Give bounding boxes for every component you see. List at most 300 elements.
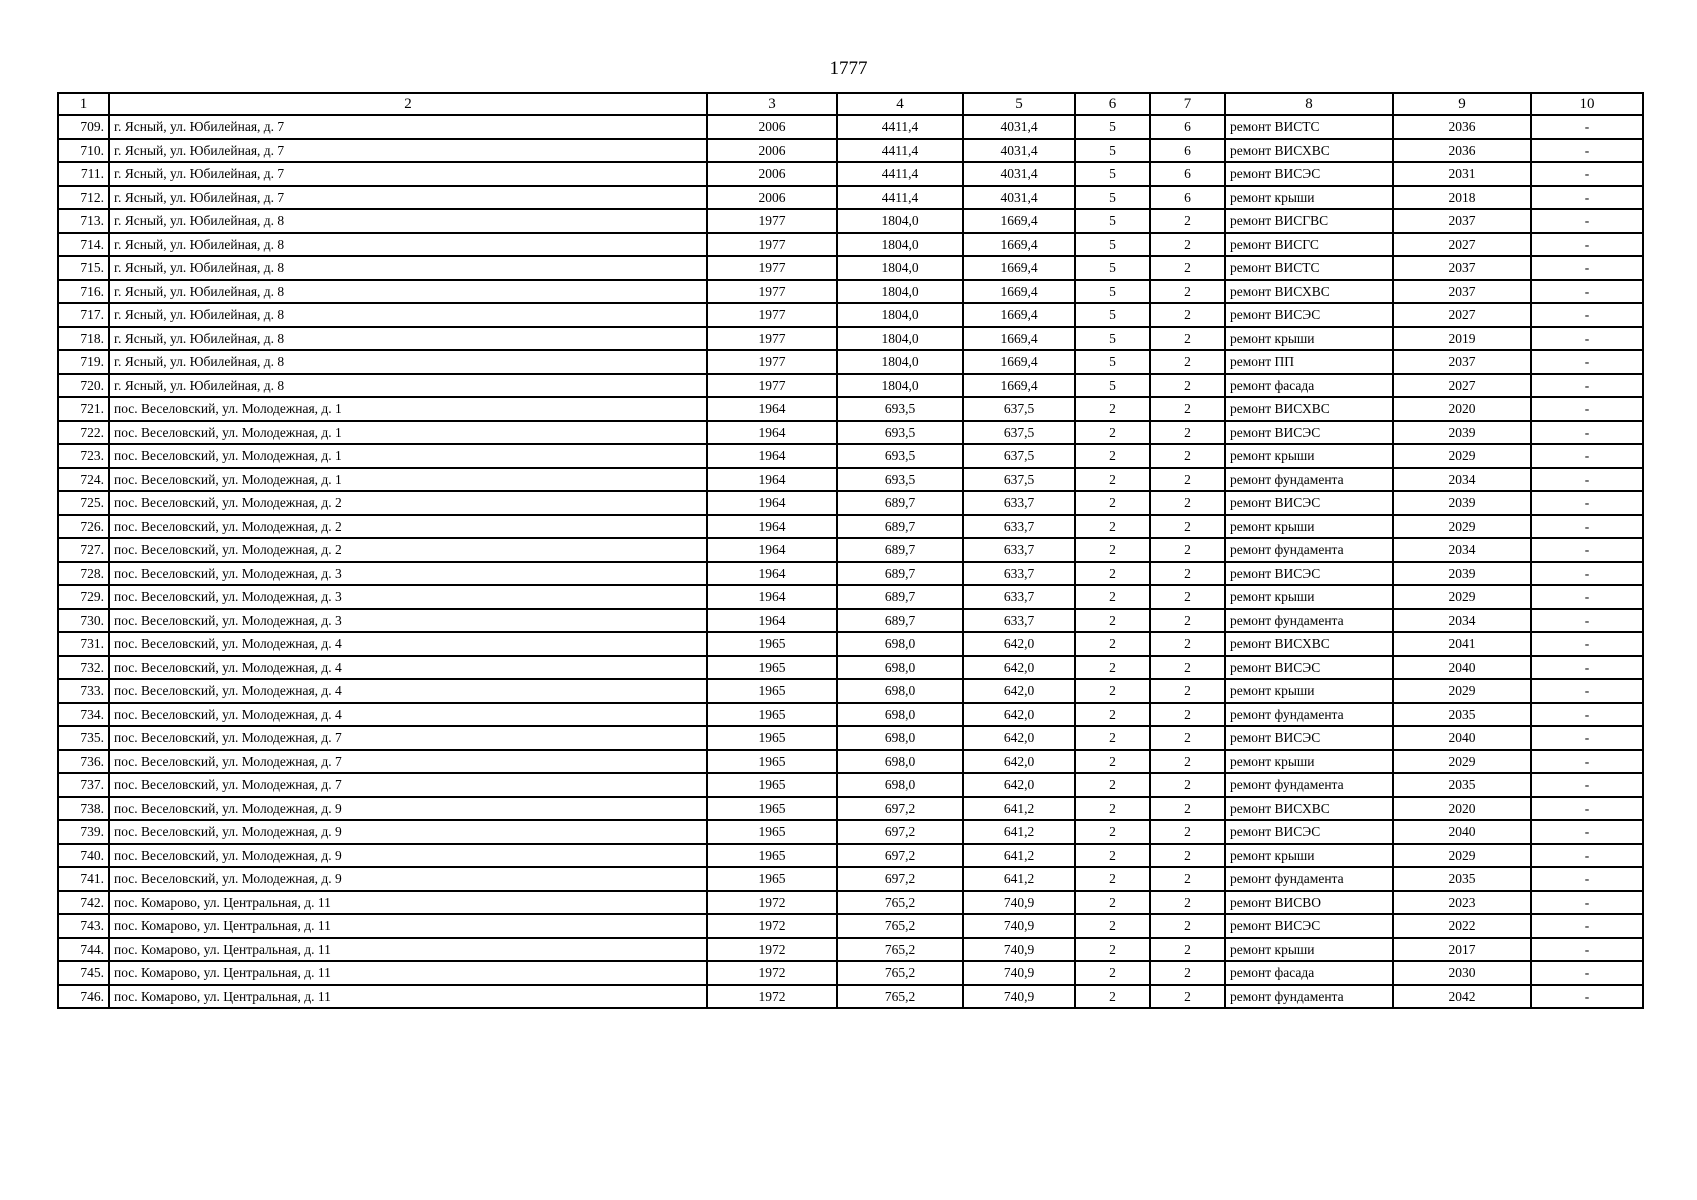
total-area-cell: 689,7 (837, 491, 963, 515)
planned-year-cell: 2029 (1393, 444, 1531, 468)
note-cell: - (1531, 303, 1643, 327)
table-row (58, 703, 1643, 727)
note-cell: - (1531, 938, 1643, 962)
year-built-cell: 2006 (707, 115, 837, 139)
living-area-cell: 633,7 (963, 609, 1075, 633)
year-built-cell: 1965 (707, 844, 837, 868)
entrances-cell: 2 (1150, 632, 1225, 656)
work-type-cell: ремонт фундамента (1225, 773, 1393, 797)
table-row (58, 891, 1643, 915)
address-cell: г. Ясный, ул. Юбилейная, д. 8 (109, 350, 707, 374)
year-built-cell: 1977 (707, 209, 837, 233)
entrances-cell: 2 (1150, 303, 1225, 327)
work-type-cell: ремонт крыши (1225, 327, 1393, 351)
note-cell: - (1531, 491, 1643, 515)
table-row (58, 303, 1643, 327)
register-table (57, 92, 1644, 1009)
planned-year-cell: 2020 (1393, 397, 1531, 421)
total-area-cell: 698,0 (837, 656, 963, 680)
row-number-cell: 722. (58, 421, 109, 445)
note-cell: - (1531, 209, 1643, 233)
floors-cell: 5 (1075, 303, 1150, 327)
entrances-cell: 2 (1150, 374, 1225, 398)
work-type-cell: ремонт ВИСЭС (1225, 820, 1393, 844)
living-area-cell: 633,7 (963, 585, 1075, 609)
note-cell: - (1531, 891, 1643, 915)
address-cell: пос. Веселовский, ул. Молодежная, д. 4 (109, 703, 707, 727)
row-number-cell: 734. (58, 703, 109, 727)
year-built-cell: 1965 (707, 632, 837, 656)
living-area-cell: 740,9 (963, 914, 1075, 938)
row-number-cell: 742. (58, 891, 109, 915)
address-cell: пос. Комарово, ул. Центральная, д. 11 (109, 938, 707, 962)
total-area-cell: 765,2 (837, 914, 963, 938)
note-cell: - (1531, 961, 1643, 985)
living-area-cell: 740,9 (963, 985, 1075, 1009)
note-cell: - (1531, 914, 1643, 938)
column-header: 8 (1225, 93, 1393, 115)
floors-cell: 5 (1075, 374, 1150, 398)
note-cell: - (1531, 162, 1643, 186)
year-built-cell: 1977 (707, 233, 837, 257)
address-cell: г. Ясный, ул. Юбилейная, д. 8 (109, 280, 707, 304)
year-built-cell: 1972 (707, 938, 837, 962)
entrances-cell: 6 (1150, 139, 1225, 163)
floors-cell: 2 (1075, 961, 1150, 985)
floors-cell: 2 (1075, 938, 1150, 962)
planned-year-cell: 2039 (1393, 562, 1531, 586)
floors-cell: 5 (1075, 256, 1150, 280)
table-row (58, 914, 1643, 938)
year-built-cell: 1972 (707, 961, 837, 985)
floors-cell: 2 (1075, 844, 1150, 868)
living-area-cell: 642,0 (963, 773, 1075, 797)
planned-year-cell: 2035 (1393, 703, 1531, 727)
work-type-cell: ремонт фасада (1225, 374, 1393, 398)
entrances-cell: 2 (1150, 233, 1225, 257)
table-row (58, 491, 1643, 515)
work-type-cell: ремонт фундамента (1225, 468, 1393, 492)
table-row (58, 562, 1643, 586)
work-type-cell: ремонт ВИСЭС (1225, 914, 1393, 938)
living-area-cell: 740,9 (963, 961, 1075, 985)
entrances-cell: 2 (1150, 820, 1225, 844)
table-row (58, 750, 1643, 774)
entrances-cell: 2 (1150, 938, 1225, 962)
floors-cell: 2 (1075, 867, 1150, 891)
living-area-cell: 1669,4 (963, 256, 1075, 280)
floors-cell: 5 (1075, 350, 1150, 374)
work-type-cell: ремонт ВИСЭС (1225, 421, 1393, 445)
year-built-cell: 1964 (707, 585, 837, 609)
note-cell: - (1531, 609, 1643, 633)
planned-year-cell: 2040 (1393, 726, 1531, 750)
entrances-cell: 2 (1150, 256, 1225, 280)
column-header: 6 (1075, 93, 1150, 115)
planned-year-cell: 2029 (1393, 585, 1531, 609)
column-header: 5 (963, 93, 1075, 115)
address-cell: пос. Веселовский, ул. Молодежная, д. 2 (109, 491, 707, 515)
work-type-cell: ремонт ВИСЭС (1225, 162, 1393, 186)
note-cell: - (1531, 773, 1643, 797)
living-area-cell: 1669,4 (963, 233, 1075, 257)
row-number-cell: 740. (58, 844, 109, 868)
planned-year-cell: 2017 (1393, 938, 1531, 962)
living-area-cell: 642,0 (963, 750, 1075, 774)
entrances-cell: 2 (1150, 844, 1225, 868)
table-header-row (58, 93, 1643, 115)
year-built-cell: 1972 (707, 914, 837, 938)
year-built-cell: 1965 (707, 703, 837, 727)
table-row (58, 820, 1643, 844)
planned-year-cell: 2037 (1393, 209, 1531, 233)
entrances-cell: 2 (1150, 562, 1225, 586)
living-area-cell: 1669,4 (963, 209, 1075, 233)
address-cell: пос. Веселовский, ул. Молодежная, д. 9 (109, 797, 707, 821)
living-area-cell: 633,7 (963, 562, 1075, 586)
total-area-cell: 1804,0 (837, 374, 963, 398)
living-area-cell: 637,5 (963, 421, 1075, 445)
note-cell: - (1531, 867, 1643, 891)
work-type-cell: ремонт крыши (1225, 750, 1393, 774)
note-cell: - (1531, 585, 1643, 609)
planned-year-cell: 2027 (1393, 374, 1531, 398)
entrances-cell: 2 (1150, 914, 1225, 938)
address-cell: г. Ясный, ул. Юбилейная, д. 8 (109, 256, 707, 280)
address-cell: г. Ясный, ул. Юбилейная, д. 8 (109, 233, 707, 257)
floors-cell: 2 (1075, 750, 1150, 774)
row-number-cell: 741. (58, 867, 109, 891)
planned-year-cell: 2023 (1393, 891, 1531, 915)
address-cell: пос. Веселовский, ул. Молодежная, д. 1 (109, 444, 707, 468)
year-built-cell: 1977 (707, 327, 837, 351)
total-area-cell: 765,2 (837, 938, 963, 962)
total-area-cell: 698,0 (837, 773, 963, 797)
entrances-cell: 2 (1150, 961, 1225, 985)
living-area-cell: 641,2 (963, 844, 1075, 868)
address-cell: пос. Веселовский, ул. Молодежная, д. 4 (109, 656, 707, 680)
column-header: 7 (1150, 93, 1225, 115)
planned-year-cell: 2029 (1393, 679, 1531, 703)
row-number-cell: 720. (58, 374, 109, 398)
floors-cell: 2 (1075, 703, 1150, 727)
column-header: 1 (58, 93, 109, 115)
work-type-cell: ремонт крыши (1225, 186, 1393, 210)
planned-year-cell: 2036 (1393, 139, 1531, 163)
work-type-cell: ремонт ВИСТС (1225, 256, 1393, 280)
note-cell: - (1531, 139, 1643, 163)
address-cell: пос. Веселовский, ул. Молодежная, д. 1 (109, 468, 707, 492)
living-area-cell: 1669,4 (963, 374, 1075, 398)
planned-year-cell: 2019 (1393, 327, 1531, 351)
row-number-cell: 710. (58, 139, 109, 163)
living-area-cell: 1669,4 (963, 350, 1075, 374)
address-cell: г. Ясный, ул. Юбилейная, д. 8 (109, 327, 707, 351)
floors-cell: 2 (1075, 773, 1150, 797)
table-row (58, 538, 1643, 562)
work-type-cell: ремонт ВИСХВС (1225, 139, 1393, 163)
year-built-cell: 1977 (707, 374, 837, 398)
entrances-cell: 2 (1150, 656, 1225, 680)
work-type-cell: ремонт крыши (1225, 844, 1393, 868)
entrances-cell: 2 (1150, 750, 1225, 774)
note-cell: - (1531, 233, 1643, 257)
entrances-cell: 2 (1150, 609, 1225, 633)
total-area-cell: 689,7 (837, 515, 963, 539)
table-body (58, 115, 1643, 1008)
work-type-cell: ремонт ВИСЭС (1225, 562, 1393, 586)
total-area-cell: 1804,0 (837, 233, 963, 257)
entrances-cell: 2 (1150, 538, 1225, 562)
total-area-cell: 697,2 (837, 797, 963, 821)
entrances-cell: 2 (1150, 985, 1225, 1009)
entrances-cell: 2 (1150, 444, 1225, 468)
floors-cell: 2 (1075, 820, 1150, 844)
floors-cell: 2 (1075, 491, 1150, 515)
work-type-cell: ремонт ВИСХВС (1225, 797, 1393, 821)
address-cell: г. Ясный, ул. Юбилейная, д. 8 (109, 303, 707, 327)
entrances-cell: 6 (1150, 162, 1225, 186)
planned-year-cell: 2020 (1393, 797, 1531, 821)
year-built-cell: 1964 (707, 562, 837, 586)
note-cell: - (1531, 679, 1643, 703)
floors-cell: 5 (1075, 162, 1150, 186)
living-area-cell: 633,7 (963, 515, 1075, 539)
total-area-cell: 698,0 (837, 750, 963, 774)
address-cell: пос. Веселовский, ул. Молодежная, д. 9 (109, 844, 707, 868)
row-number-cell: 713. (58, 209, 109, 233)
planned-year-cell: 2029 (1393, 515, 1531, 539)
total-area-cell: 1804,0 (837, 280, 963, 304)
table-row (58, 327, 1643, 351)
address-cell: пос. Веселовский, ул. Молодежная, д. 2 (109, 538, 707, 562)
note-cell: - (1531, 985, 1643, 1009)
work-type-cell: ремонт ВИСХВС (1225, 280, 1393, 304)
work-type-cell: ремонт фундамента (1225, 703, 1393, 727)
row-number-cell: 712. (58, 186, 109, 210)
address-cell: г. Ясный, ул. Юбилейная, д. 8 (109, 209, 707, 233)
work-type-cell: ремонт ВИСЭС (1225, 303, 1393, 327)
work-type-cell: ремонт фундамента (1225, 985, 1393, 1009)
row-number-cell: 744. (58, 938, 109, 962)
row-number-cell: 746. (58, 985, 109, 1009)
table-row (58, 233, 1643, 257)
total-area-cell: 698,0 (837, 679, 963, 703)
note-cell: - (1531, 538, 1643, 562)
work-type-cell: ремонт крыши (1225, 938, 1393, 962)
row-number-cell: 730. (58, 609, 109, 633)
total-area-cell: 689,7 (837, 585, 963, 609)
floors-cell: 2 (1075, 797, 1150, 821)
year-built-cell: 1964 (707, 421, 837, 445)
floors-cell: 2 (1075, 891, 1150, 915)
planned-year-cell: 2027 (1393, 233, 1531, 257)
total-area-cell: 1804,0 (837, 209, 963, 233)
column-header: 2 (109, 93, 707, 115)
living-area-cell: 641,2 (963, 867, 1075, 891)
address-cell: пос. Веселовский, ул. Молодежная, д. 3 (109, 609, 707, 633)
note-cell: - (1531, 444, 1643, 468)
note-cell: - (1531, 844, 1643, 868)
floors-cell: 2 (1075, 444, 1150, 468)
year-built-cell: 1977 (707, 350, 837, 374)
total-area-cell: 697,2 (837, 867, 963, 891)
total-area-cell: 1804,0 (837, 327, 963, 351)
table-row (58, 632, 1643, 656)
floors-cell: 2 (1075, 421, 1150, 445)
address-cell: пос. Веселовский, ул. Молодежная, д. 9 (109, 867, 707, 891)
table-row (58, 844, 1643, 868)
year-built-cell: 1972 (707, 891, 837, 915)
address-cell: пос. Веселовский, ул. Молодежная, д. 9 (109, 820, 707, 844)
total-area-cell: 4411,4 (837, 186, 963, 210)
table-row (58, 961, 1643, 985)
table-row (58, 397, 1643, 421)
note-cell: - (1531, 820, 1643, 844)
living-area-cell: 4031,4 (963, 139, 1075, 163)
floors-cell: 2 (1075, 585, 1150, 609)
total-area-cell: 1804,0 (837, 303, 963, 327)
address-cell: пос. Комарово, ул. Центральная, д. 11 (109, 985, 707, 1009)
address-cell: г. Ясный, ул. Юбилейная, д. 8 (109, 374, 707, 398)
row-number-cell: 711. (58, 162, 109, 186)
entrances-cell: 2 (1150, 209, 1225, 233)
floors-cell: 2 (1075, 632, 1150, 656)
table-row (58, 797, 1643, 821)
note-cell: - (1531, 750, 1643, 774)
total-area-cell: 697,2 (837, 844, 963, 868)
entrances-cell: 2 (1150, 797, 1225, 821)
floors-cell: 5 (1075, 233, 1150, 257)
entrances-cell: 2 (1150, 726, 1225, 750)
table-row (58, 938, 1643, 962)
planned-year-cell: 2022 (1393, 914, 1531, 938)
entrances-cell: 2 (1150, 350, 1225, 374)
address-cell: пос. Веселовский, ул. Молодежная, д. 3 (109, 585, 707, 609)
living-area-cell: 637,5 (963, 397, 1075, 421)
row-number-cell: 725. (58, 491, 109, 515)
table-row (58, 421, 1643, 445)
note-cell: - (1531, 327, 1643, 351)
planned-year-cell: 2039 (1393, 491, 1531, 515)
floors-cell: 5 (1075, 209, 1150, 233)
living-area-cell: 1669,4 (963, 327, 1075, 351)
entrances-cell: 2 (1150, 280, 1225, 304)
table-row (58, 374, 1643, 398)
note-cell: - (1531, 186, 1643, 210)
year-built-cell: 1965 (707, 750, 837, 774)
address-cell: пос. Веселовский, ул. Молодежная, д. 7 (109, 726, 707, 750)
table-row (58, 585, 1643, 609)
column-header: 4 (837, 93, 963, 115)
note-cell: - (1531, 280, 1643, 304)
note-cell: - (1531, 256, 1643, 280)
entrances-cell: 2 (1150, 679, 1225, 703)
work-type-cell: ремонт крыши (1225, 585, 1393, 609)
planned-year-cell: 2040 (1393, 656, 1531, 680)
row-number-cell: 717. (58, 303, 109, 327)
table-row (58, 609, 1643, 633)
year-built-cell: 1965 (707, 867, 837, 891)
year-built-cell: 1964 (707, 444, 837, 468)
table-row (58, 209, 1643, 233)
planned-year-cell: 2027 (1393, 303, 1531, 327)
table-row (58, 867, 1643, 891)
row-number-cell: 735. (58, 726, 109, 750)
total-area-cell: 698,0 (837, 726, 963, 750)
table-row (58, 139, 1643, 163)
table-row (58, 773, 1643, 797)
row-number-cell: 739. (58, 820, 109, 844)
floors-cell: 5 (1075, 115, 1150, 139)
table-row (58, 256, 1643, 280)
address-cell: пос. Веселовский, ул. Молодежная, д. 3 (109, 562, 707, 586)
row-number-cell: 714. (58, 233, 109, 257)
row-number-cell: 733. (58, 679, 109, 703)
living-area-cell: 641,2 (963, 797, 1075, 821)
planned-year-cell: 2037 (1393, 280, 1531, 304)
planned-year-cell: 2039 (1393, 421, 1531, 445)
table-row (58, 468, 1643, 492)
note-cell: - (1531, 350, 1643, 374)
work-type-cell: ремонт ВИСХВС (1225, 397, 1393, 421)
planned-year-cell: 2034 (1393, 609, 1531, 633)
note-cell: - (1531, 726, 1643, 750)
entrances-cell: 2 (1150, 585, 1225, 609)
work-type-cell: ремонт крыши (1225, 679, 1393, 703)
total-area-cell: 693,5 (837, 468, 963, 492)
entrances-cell: 2 (1150, 867, 1225, 891)
entrances-cell: 2 (1150, 515, 1225, 539)
entrances-cell: 2 (1150, 468, 1225, 492)
table-row (58, 515, 1643, 539)
row-number-cell: 736. (58, 750, 109, 774)
floors-cell: 2 (1075, 726, 1150, 750)
address-cell: пос. Веселовский, ул. Молодежная, д. 7 (109, 773, 707, 797)
total-area-cell: 1804,0 (837, 350, 963, 374)
total-area-cell: 689,7 (837, 562, 963, 586)
year-built-cell: 1964 (707, 397, 837, 421)
note-cell: - (1531, 397, 1643, 421)
floors-cell: 5 (1075, 186, 1150, 210)
address-cell: г. Ясный, ул. Юбилейная, д. 7 (109, 162, 707, 186)
year-built-cell: 1964 (707, 491, 837, 515)
year-built-cell: 1965 (707, 797, 837, 821)
address-cell: г. Ясный, ул. Юбилейная, д. 7 (109, 115, 707, 139)
entrances-cell: 2 (1150, 327, 1225, 351)
page-number: 1777 (829, 58, 868, 79)
table-row (58, 350, 1643, 374)
address-cell: пос. Комарово, ул. Центральная, д. 11 (109, 914, 707, 938)
row-number-cell: 716. (58, 280, 109, 304)
year-built-cell: 1965 (707, 773, 837, 797)
living-area-cell: 633,7 (963, 538, 1075, 562)
living-area-cell: 642,0 (963, 656, 1075, 680)
row-number-cell: 721. (58, 397, 109, 421)
floors-cell: 5 (1075, 139, 1150, 163)
total-area-cell: 4411,4 (837, 139, 963, 163)
entrances-cell: 2 (1150, 397, 1225, 421)
row-number-cell: 732. (58, 656, 109, 680)
work-type-cell: ремонт фундамента (1225, 867, 1393, 891)
row-number-cell: 745. (58, 961, 109, 985)
year-built-cell: 1964 (707, 609, 837, 633)
address-cell: пос. Веселовский, ул. Молодежная, д. 2 (109, 515, 707, 539)
total-area-cell: 4411,4 (837, 115, 963, 139)
row-number-cell: 718. (58, 327, 109, 351)
row-number-cell: 723. (58, 444, 109, 468)
floors-cell: 2 (1075, 515, 1150, 539)
